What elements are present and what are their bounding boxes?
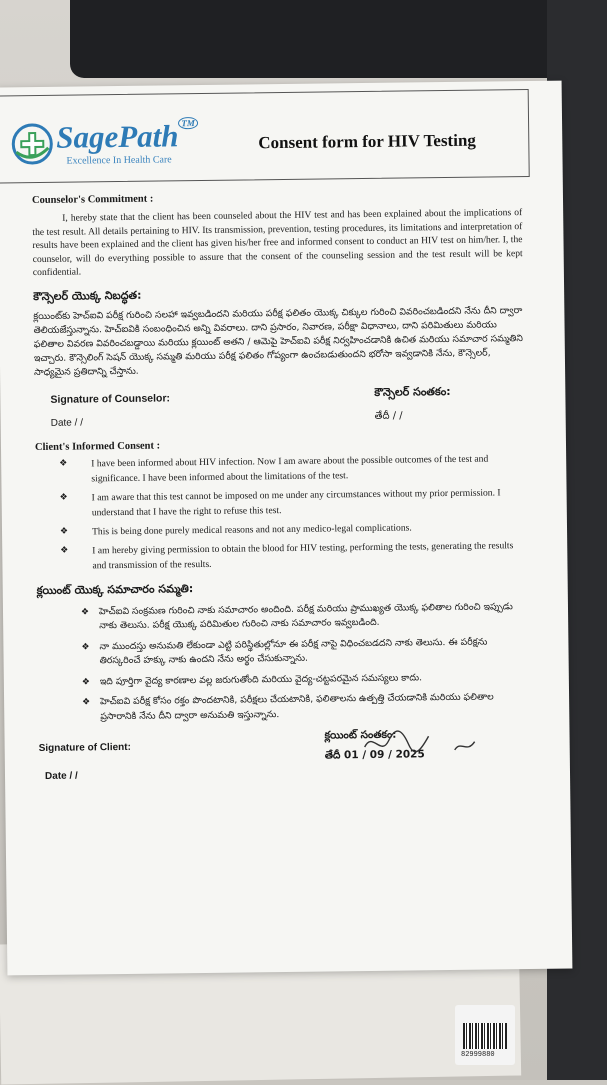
barcode-sticker — [455, 1005, 515, 1065]
logo-wordmark: SagePath ™ — [56, 118, 198, 156]
client-heading: Client's Informed Consent : — [34, 440, 161, 453]
counselor-date-label: Date / / — [50, 416, 84, 429]
counselor-signature-label: Signature of Counselor: — [50, 391, 171, 406]
sagepath-logo — [10, 118, 211, 180]
bullet-icon: ❖ — [81, 676, 91, 687]
dark-object-top — [70, 0, 607, 78]
list-item: ❖ ఇది పూర్తిగా వైద్య కారణాల వల్ల జరుగుతోంది మరియు వైద్య-చట్టపరమైన సమస్యలు కాదు. — [38, 670, 528, 690]
client-date-label-telugu: తేదీ 01 / 09 / 2025 — [324, 748, 425, 762]
form-title: Consent form for HIV Testing — [258, 130, 476, 153]
client-heading-telugu: క్లయింట్ యొక్క సమాచారం సమ్మతి: — [36, 581, 194, 597]
bullet-icon: ❖ — [82, 697, 91, 708]
counselor-signature-label-telugu: కౌన్సెలర్ సంతకం: — [374, 384, 451, 399]
counselor-paragraph-telugu: క్లయింట్‌కు హెచ్‌ఐవి పరీక్ష గురించి సలహా ఇవ్వబడిందని మరియు పరీక్ష ఫలితం యొక్క చిక్కుల గురించి వివరించబడిందని నేను దీని ద్వారా తెలియజేస్తున్నాను. హెచ్‌ఐవికి సంబంధించిన అన్ని వివరాలు. దాని ప్రసారం, నివారణ, పరీక్షా విధానాలు, దాని పరిమితులు మరియు ఫలితాల వివరణ వివరించబడ్డాయి మరియు క్లయింట్ అతని / ఆమెపై హెచ్‌ఐవి పరీక్ష నిర్వహించడానికి ఉచిత మరియు సమాచార సమ్మతిని ఇచ్చారు. కౌన్సెలింగ్ సెషన్ యొక్క సమ్మతి మరియు పరీక్ష ఫలితం గోప్యంగా ఉంచబడుతుందని భరోసా ఇవ్వడానికి నేను, కౌన్సెలర్, సాధ్యమైన ప్రతిదాన్ని చేస్తాను. — [33, 304, 523, 378]
barcode-bars — [463, 1023, 507, 1049]
bullet-icon: ❖ — [80, 606, 90, 617]
form-header — [0, 89, 530, 183]
medical-cross-logo-icon — [10, 122, 55, 167]
consent-form-page — [0, 81, 572, 976]
trademark-mark: TM — [178, 117, 198, 129]
bullet-icon: ❖ — [59, 526, 69, 537]
handwritten-signature — [358, 720, 479, 767]
client-date-label: Date / / — [44, 770, 78, 782]
list-item: ❖ This is being done purely medical reasons and not any medico-legal complications. — [36, 519, 526, 540]
client-signature-block — [38, 725, 529, 801]
list-item: ❖ I am aware that this test cannot be imposed on me under any circumstances without my prior permission. I understand that I have the right to refuse this test. — [59, 486, 501, 518]
list-item: ❖ హెచ్‌ఐవి పరీక్ష కోసం రక్తం పొందటానికి, పరీక్షలు చేయటానికి, ఫలితాలను ఉత్పత్తి చేయడానికి మరియు ఫలితాల ప్రసారానికి నేను దీని ద్వారా అనుమతి ఇస్తున్నాను. — [82, 691, 494, 722]
list-item: ❖ హెచ్‌ఐవి సంక్రమణ గురించి నాకు సమాచారం అందింది. పరీక్ష మరియు ప్రాముఖ్యత యొక్క ఫలితాల గురించి ఇప్పుడు నాకు తెలుసు. పరీక్ష యొక్క పరిమితుల గురించి నాకు సమాచారం ఇవ్వబడింది. — [80, 600, 513, 632]
list-item: ❖ I have been informed about HIV infection. Now I am aware about the possible outcomes of the test and significance. I have been informed about the limitations of the test. — [59, 453, 489, 484]
client-signature-label: Signature of Client: — [38, 741, 131, 755]
counselor-heading: Counselor's Commitment : — [31, 193, 154, 207]
barcode-number: 82999880 — [461, 1051, 495, 1059]
bullet-icon: ❖ — [59, 458, 68, 469]
bullet-icon: ❖ — [81, 641, 90, 652]
bullet-icon: ❖ — [60, 545, 69, 556]
counselor-date-row — [35, 406, 525, 434]
counselor-paragraph: I, hereby state that the client has been counseled about the HIV test and has been explained about the implications of the test result. All details pertaining to HIV. Its transmission, prevention, testing procedures, its limitations and interpretation of results have been explained and the client has given his/her free and informed consent to conduct an HIV test on him/her. I, the counselor, will do everything possible to assure that the consent of the counseling session and the test result will be kept confidential. — [32, 207, 523, 279]
client-signature-label-telugu: క్లయింట్ సంతకం: — [324, 728, 397, 742]
client-consent-list — [35, 451, 526, 574]
logo-tagline: Excellence In Health Care — [66, 154, 172, 167]
counselor-heading-telugu: కౌన్సెలర్ యొక్క నిబద్ధత: — [33, 288, 142, 303]
form-body — [32, 189, 529, 801]
counselor-date-label-telugu: తేదీ / / — [374, 410, 403, 422]
list-item: ❖ I am hereby giving permission to obtain the blood for HIV testing, performing the tests, generating the results and transmission of the results. — [60, 539, 514, 571]
client-consent-list-telugu — [37, 600, 528, 725]
bullet-icon: ❖ — [59, 492, 68, 503]
list-item: ❖ నా ముందస్తు అనుమతి లేకుండా ఎట్టి పరిస్థితుల్లోనూ ఈ పరీక్ష నాపై విధించబడదని నాకు తెలుసు. ఈ పరీక్షను తిరస్కరించే హక్కు నాకు ఉందని నేను అర్థం చేసుకున్నాను. — [81, 636, 488, 667]
